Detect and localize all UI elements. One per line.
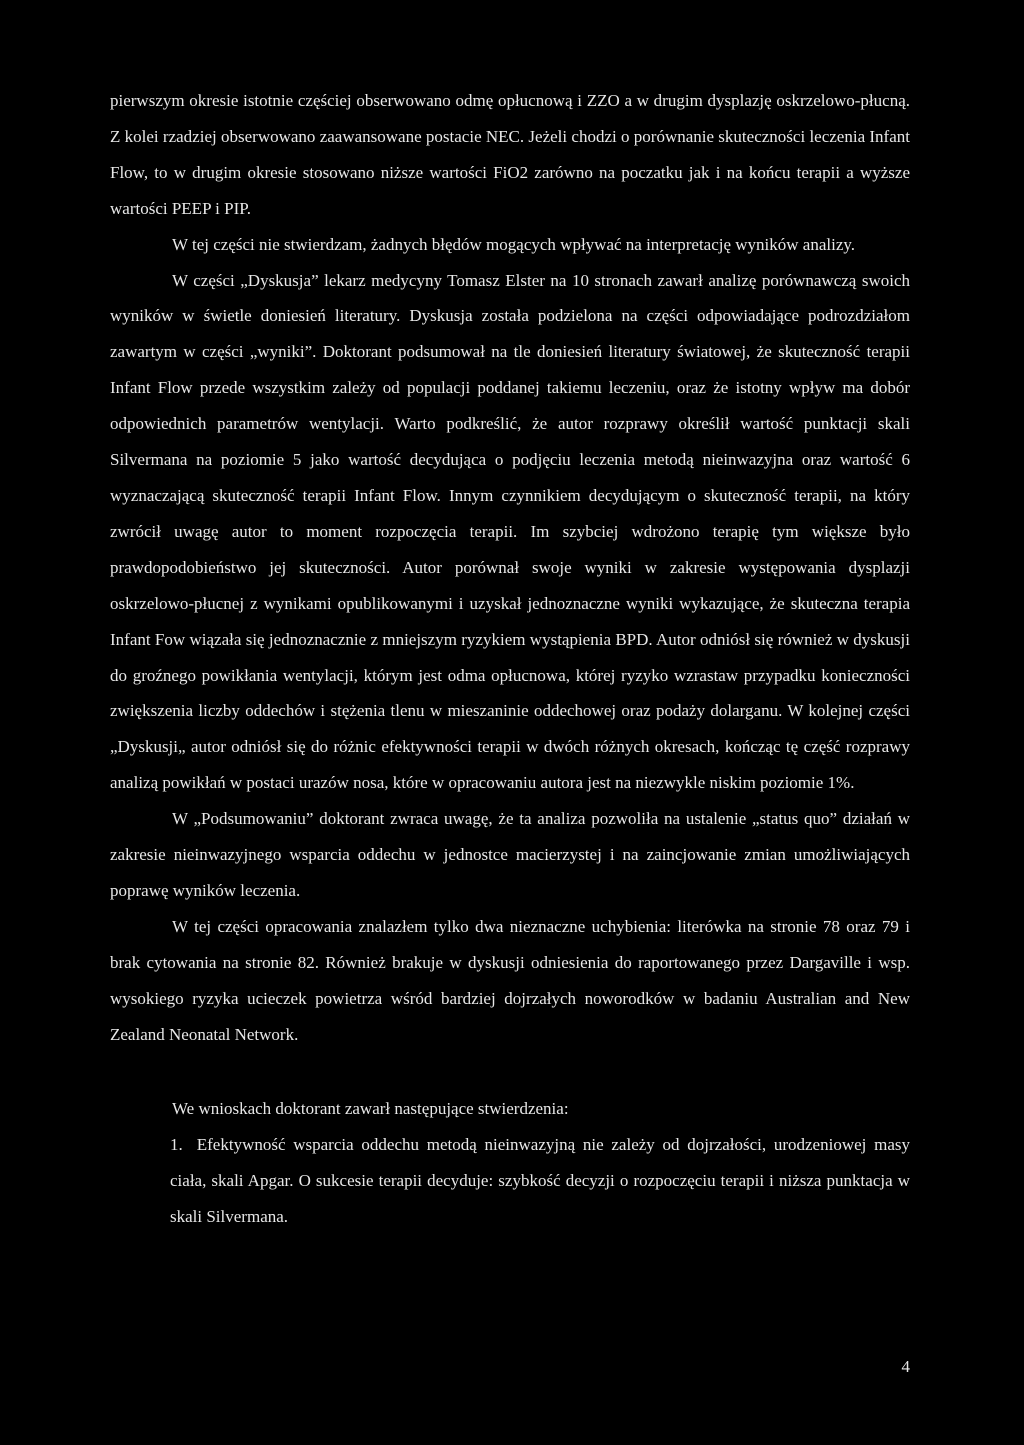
paragraph-discussion: W części „Dyskusja” lekarz medycyny Tomasz Elster na 10 stronach zawarł analizę porównawczą swoich wyników w świetle doniesień literatury. Dyskusja została podzielona na części odpowiadające podrozdziałom zawartym w części „wyniki”. Doktorant podsumował na tle doniesień literatury światowej, że skuteczność terapii Infant Flow przede wszystkim zależy od populacji poddanej takiemu leczeniu, oraz że istotny wpływ ma dobór odpowiednich parametrów wentylacji. Warto podkreślić, że autor rozprawy określił wartość punktacji skali Silvermana na poziomie 5 jako wartość decydująca o podjęciu leczenia metodą nieinwazyjna oraz wartość 6 wyznaczającą skuteczność terapii Infant Flow. Innym czynnikiem decydującym o skuteczność terapii, na który zwrócił uwagę autor to moment rozpoczęcia terapii. Im szybciej wdrożono terapię tym większe było prawdopodobieństwo jej skuteczności. Autor porównał swoje wyniki w zakresie występowania dysplazji oskrzelowo-płucnej z wynikami opublikowanymi i uzyskał jednoznaczne wyniki wykazujące, że skuteczna terapia Infant Fow wiązała się jednoznacznie z mniejszym ryzykiem wystąpienia BPD. Autor odniósł się również w dyskusji do groźnego powikłania wentylacji, którym jest odma opłucnowa, której ryzyko wzrastaw przypadku konieczności zwiększenia liczby oddechów i stężenia tlenu w mieszaninie oddechowej oraz podaży dolarganu. W kolejnej części „Dyskusji„ autor odniósł się do różnic efektywności terapii w dwóch różnych okresach, kończąc tę część rozprawy analizą powikłań w postaci urazów nosa, które w opracowaniu autora jest na niezwykle niskim poziomie 1%. [110, 270, 910, 793]
paragraph-conclusions-intro: We wnioskach doktorant zawarł następujące stwierdzenia: [172, 1099, 569, 1119]
list-item-number: 1. [170, 1135, 183, 1155]
paragraph-summary: W „Podsumowaniu” doktorant zwraca uwagę, że ta analiza pozwoliła na ustalenie „status quo” działań w zakresie nieinwazyjnego wsparcia oddechu w jednostce macierzystej i na zaincjowanie zmian umożliwiających poprawę wyników leczenia. [110, 809, 910, 900]
spacer [110, 1052, 910, 1091]
conclusion-list-item [110, 1127, 910, 1235]
paragraph-shortcomings: W tej części opracowania znalazłem tylko dwa nieznaczne uchybienia: literówka na stronie 78 oraz 79 i brak cytowania na stronie 82. Również brakuje w dyskusji odniesienia do raportowanego przez Dargaville i wsp. wysokiego ryzyka ucieczek powietrza wśród bardziej dojrzałych noworodków w badaniu Australian and New Zealand Neonatal Network. [110, 916, 910, 1044]
page-number: 4 [901, 1357, 910, 1376]
document-page [110, 83, 910, 1235]
list-item-text: Efektywność wsparcia oddechu metodą nieinwazyjną nie zależy od dojrzałości, urodzeniowej masy ciała, skali Apgar. O sukcesie terapii decyduje: szybkość decyzji o rozpoczęciu terapii i niższa punktacja w skali Silvermana. [170, 1135, 910, 1227]
paragraph-results-continuation: pierwszym okresie istotnie częściej obserwowano odmę opłucnową i ZZO a w drugim dysplazję oskrzelowo-płucną. Z kolei rzadziej obserwowano zaawansowane postacie NEC. Jeżeli chodzi o porównanie skuteczności leczenia Infant Flow, to w drugim okresie stosowano niższe wartości FiO2 zarówno na poczatku jak i na końcu terapii a wyższe wartości PEEP i PIP. [110, 91, 910, 218]
paragraph-no-errors: W tej części nie stwierdzam, żadnych błędów mogących wpływać na interpretację wyników analizy. [172, 234, 856, 254]
